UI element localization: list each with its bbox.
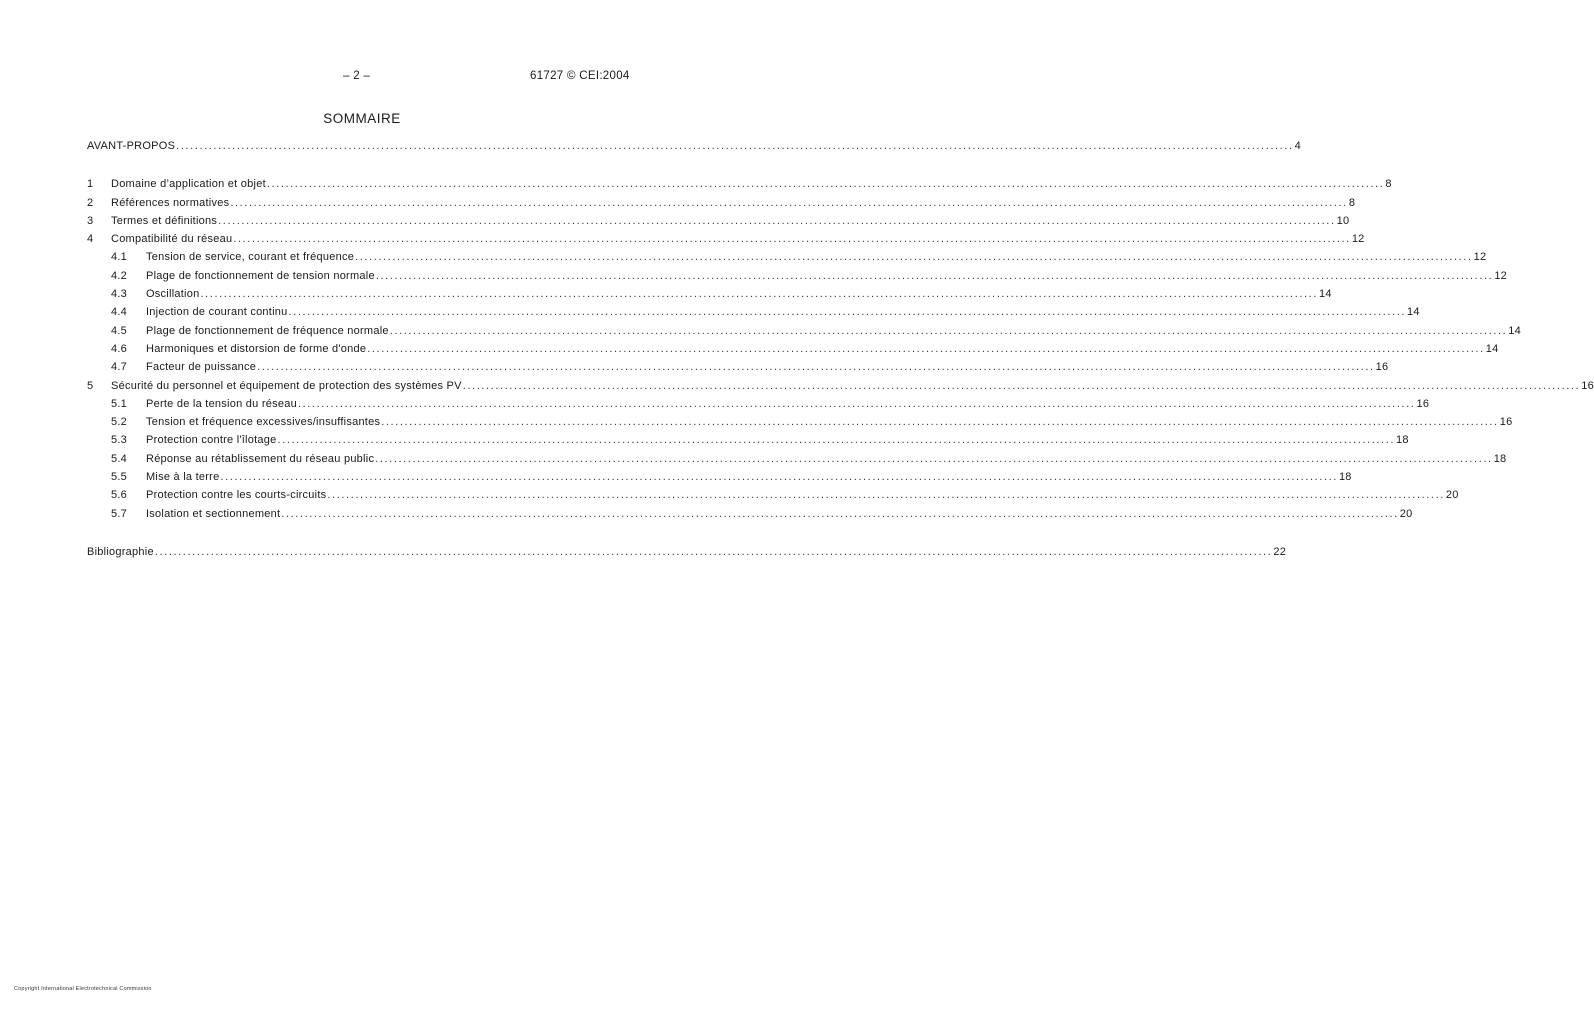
toc-entry-number: 4 [87, 233, 94, 246]
toc-entry-title: Termes et définitions [111, 214, 218, 227]
toc-entry-page: 16 [1581, 379, 1594, 392]
table-of-contents [87, 140, 1594, 564]
toc-entry-4-7[interactable] [87, 361, 1389, 379]
dot-leader [278, 434, 1395, 446]
toc-entry-number: 4.6 [111, 342, 128, 355]
toc-entry-number: 5 [87, 379, 94, 392]
toc-entry-number: 5.6 [111, 489, 128, 502]
toc-entry-page: 10 [1336, 214, 1350, 227]
toc-entry-page: 14 [1485, 342, 1499, 355]
toc-entry-title: Plage de fonctionnement de tension normale [146, 269, 375, 282]
toc-entry-title: Bibliographie [87, 545, 154, 558]
dot-leader [298, 398, 1415, 410]
toc-entry-title: Facteur de puissance [146, 361, 257, 374]
toc-entry-number: 4.7 [111, 361, 128, 374]
toc-entry-number: 1 [87, 178, 94, 191]
toc-entry-4-1[interactable] [87, 251, 1487, 269]
toc-entry-4-2[interactable] [87, 269, 1508, 288]
toc-entry-title: Mise à la terre [146, 471, 220, 484]
toc-entry-number: 3 [87, 214, 94, 227]
toc-entry-page: 8 [1348, 196, 1356, 209]
toc-entry-5-7[interactable] [87, 507, 1413, 526]
toc-entry-2[interactable] [87, 196, 1356, 215]
toc-entry-bibliographie[interactable] [87, 545, 1287, 564]
dot-leader [281, 508, 1398, 520]
toc-entry-title: Références normatives [111, 196, 230, 209]
toc-entry-1[interactable] [87, 178, 1392, 196]
toc-entry-number: 2 [87, 196, 94, 209]
toc-entry-number: 5.5 [111, 471, 128, 484]
toc-entry-page: 22 [1273, 545, 1287, 558]
toc-entry-page: 16 [1416, 397, 1430, 410]
toc-title: SOMMAIRE [323, 111, 401, 126]
toc-entry-page: 20 [1445, 489, 1459, 502]
toc-entry-page: 12 [1351, 233, 1365, 246]
toc-entry-5-1[interactable] [87, 397, 1430, 416]
toc-entry-5-4[interactable] [87, 452, 1507, 471]
dot-leader [390, 325, 1507, 337]
toc-entry-title: Tension de service, courant et fréquence [146, 251, 355, 264]
document-reference: 61727 © CEI:2004 [530, 70, 630, 82]
dot-leader [267, 178, 1384, 190]
toc-entry-avant-propos[interactable] [87, 140, 1302, 158]
toc-entry-3[interactable] [87, 214, 1350, 233]
toc-entry-number: 4.1 [111, 251, 128, 264]
toc-entry-4[interactable] [87, 233, 1365, 251]
toc-entry-page: 14 [1508, 324, 1522, 337]
toc-entry-page: 18 [1338, 471, 1352, 484]
toc-entry-title: Protection contre l'îlotage [146, 434, 277, 447]
toc-entry-page: 16 [1375, 361, 1389, 374]
toc-entry-page: 18 [1396, 434, 1409, 447]
dot-leader [155, 546, 1272, 558]
toc-entry-title: Oscillation [146, 288, 200, 301]
toc-entry-page: 12 [1473, 251, 1487, 264]
toc-entry-number: 5.3 [111, 434, 128, 447]
dot-leader [327, 489, 1444, 501]
toc-entry-title: Domaine d’application et objet [111, 178, 266, 191]
toc-entry-4-6[interactable] [87, 342, 1499, 361]
toc-entry-title: Réponse au rétablissement du réseau public [146, 452, 375, 465]
toc-entry-title: Plage de fonctionnement de fréquence normale [146, 324, 389, 337]
toc-entry-page: 14 [1407, 306, 1420, 319]
toc-entry-title: Sécurité du personnel et équipement de protection des systèmes PV [111, 379, 462, 392]
toc-entry-number: 4.2 [111, 269, 128, 282]
toc-entry-title: Tension et fréquence excessives/insuffisantes [146, 416, 381, 429]
toc-entry-5-5[interactable] [87, 471, 1352, 489]
toc-entry-number: 4.4 [111, 306, 128, 319]
toc-entry-title: Protection contre les courts-circuits [146, 489, 327, 502]
toc-entry-page: 18 [1493, 452, 1507, 465]
toc-entry-page: 14 [1318, 288, 1332, 301]
dot-leader [230, 197, 1347, 209]
toc-entry-number: 5.2 [111, 416, 128, 429]
toc-entry-4-4[interactable] [87, 306, 1420, 324]
toc-entry-5[interactable] [87, 379, 1594, 398]
toc-entry-title: AVANT-PROPOS [87, 140, 176, 152]
dot-leader [289, 306, 1406, 318]
toc-entry-page: 20 [1399, 507, 1413, 520]
toc-entry-number: 5.1 [111, 397, 128, 410]
toc-entry-title: Compatibilité du réseau [111, 233, 233, 246]
toc-entry-title: Injection de courant continu [146, 306, 288, 319]
dot-leader [463, 380, 1580, 392]
toc-entry-page: 4 [1294, 140, 1302, 152]
toc-entry-number: 4.3 [111, 288, 128, 301]
toc-entry-page: 8 [1385, 178, 1392, 191]
toc-entry-page: 12 [1494, 269, 1508, 282]
toc-entry-page: 16 [1499, 416, 1513, 429]
toc-entry-number: 5.7 [111, 507, 128, 520]
page-number: – 2 – [343, 70, 371, 82]
toc-entry-number: 5.4 [111, 452, 128, 465]
dot-leader [381, 416, 1498, 428]
dot-leader [176, 140, 1293, 152]
toc-entry-title: Perte de la tension du réseau [146, 397, 297, 410]
toc-entry-4-5[interactable] [87, 324, 1522, 343]
toc-entry-number: 4.5 [111, 324, 128, 337]
toc-entry-5-3[interactable] [87, 434, 1409, 452]
dot-leader [220, 471, 1337, 483]
toc-entry-title: Harmoniques et distorsion de forme d'onde [146, 342, 367, 355]
dot-leader [218, 215, 1335, 227]
dot-leader [233, 233, 1350, 245]
dot-leader [355, 251, 1472, 263]
dot-leader [375, 453, 1492, 465]
toc-entry-5-6[interactable] [87, 489, 1459, 507]
dot-leader [257, 361, 1374, 373]
dot-leader [367, 343, 1484, 355]
toc-entry-title: Isolation et sectionnement [146, 507, 281, 520]
dot-leader [201, 288, 1318, 300]
copyright-notice: Copyright International Electrotechnical Commission [14, 986, 152, 992]
toc-entry-5-2[interactable] [87, 416, 1513, 434]
toc-entry-4-3[interactable] [87, 288, 1332, 306]
dot-leader [376, 270, 1493, 282]
